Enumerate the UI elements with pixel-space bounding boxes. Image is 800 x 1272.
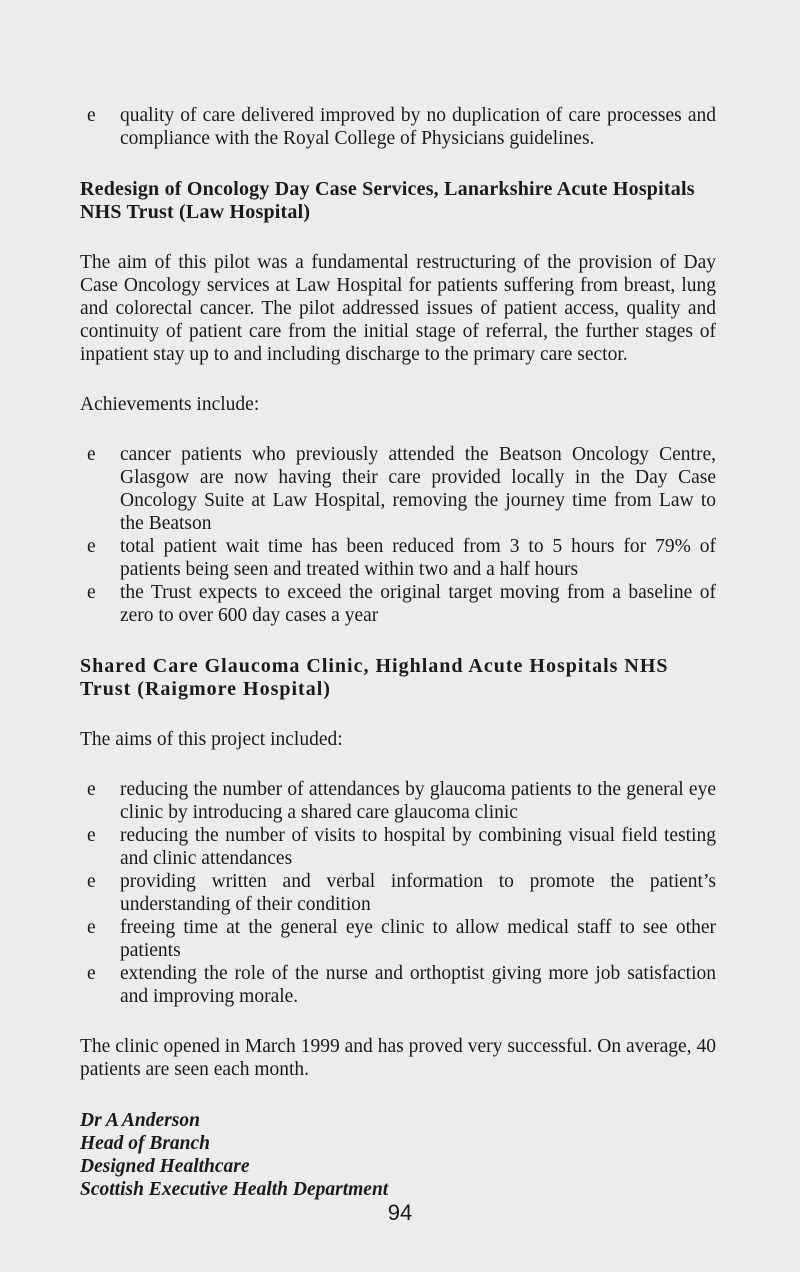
- signature-name: Dr A Anderson: [80, 1110, 200, 1131]
- bullet-marker: e: [87, 582, 96, 603]
- list-item: [80, 104, 716, 150]
- bullet-marker: e: [87, 871, 96, 892]
- bullet-marker: e: [87, 779, 96, 800]
- page-content: [80, 104, 716, 1201]
- bullet-text: freeing time at the general eye clinic to allow medical staff to see other patients: [120, 917, 716, 961]
- bullet-text: quality of care delivered improved by no duplication of care processes and compliance with the Royal College of Physicians guidelines.: [120, 105, 716, 149]
- bullet-text: reducing the number of visits to hospital by combining visual field testing and clinic attendances: [120, 825, 716, 869]
- achievements-intro: Achievements include:: [80, 394, 260, 415]
- list-item: [80, 962, 716, 1008]
- intro-bullet-list: [80, 104, 716, 150]
- list-item: [80, 443, 716, 535]
- bullet-marker: e: [87, 825, 96, 846]
- list-item: [80, 870, 716, 916]
- closing-paragraph: The clinic opened in March 1999 and has proved very successful. On average, 40 patients are seen each month.: [80, 1036, 716, 1080]
- signature-title: Head of Branch: [80, 1133, 211, 1154]
- bullet-marker: e: [87, 917, 96, 938]
- signature-block: [80, 1109, 716, 1201]
- bullet-marker: e: [87, 105, 96, 126]
- bullet-text: cancer patients who previously attended the Beatson Oncology Centre, Glasgow are now having their care provided locally in the Day Case Oncology Suite at Law Hospital, removing the journey time from Law to the Beatson: [120, 444, 716, 534]
- list-item: [80, 916, 716, 962]
- signature-unit: Designed Healthcare: [80, 1156, 250, 1177]
- bullet-text: extending the role of the nurse and orthoptist giving more job satisfaction and improving morale.: [120, 963, 716, 1007]
- page-number: 94: [387, 1200, 413, 1225]
- section-heading-glaucoma: Shared Care Glaucoma Clinic, Highland Acute Hospitals NHS Trust (Raigmore Hospital): [80, 655, 669, 700]
- bullet-marker: e: [87, 963, 96, 984]
- bullet-text: reducing the number of attendances by glaucoma patients to the general eye clinic by introducing a shared care glaucoma clinic: [120, 779, 716, 823]
- aims-list: [80, 778, 716, 1008]
- bullet-text: the Trust expects to exceed the original target moving from a baseline of zero to over 600 day cases a year: [120, 582, 716, 626]
- list-item: [80, 824, 716, 870]
- bullet-text: total patient wait time has been reduced from 3 to 5 hours for 79% of patients being seen and treated within two and a half hours: [120, 536, 716, 580]
- section-paragraph: The aim of this pilot was a fundamental restructuring of the provision of Day Case Oncology services at Law Hospital for patients suffering from breast, lung and colorectal cancer. The pilot addressed issues of patient access, quality and continuity of patient care from the initial stage of referral, the further stages of inpatient stay up to and including discharge to the primary care sector.: [80, 252, 716, 365]
- list-item: [80, 535, 716, 581]
- bullet-marker: e: [87, 536, 96, 557]
- bullet-text: providing written and verbal information to promote the patient’s understanding of their condition: [120, 871, 716, 915]
- achievements-list: [80, 443, 716, 627]
- list-item: [80, 778, 716, 824]
- list-item: [80, 581, 716, 627]
- section-heading-oncology: Redesign of Oncology Day Case Services, Lanarkshire Acute Hospitals NHS Trust (Law Hospital): [80, 178, 695, 223]
- signature-department: Scottish Executive Health Department: [80, 1179, 389, 1200]
- aims-intro: The aims of this project included:: [80, 729, 343, 750]
- bullet-marker: e: [87, 444, 96, 465]
